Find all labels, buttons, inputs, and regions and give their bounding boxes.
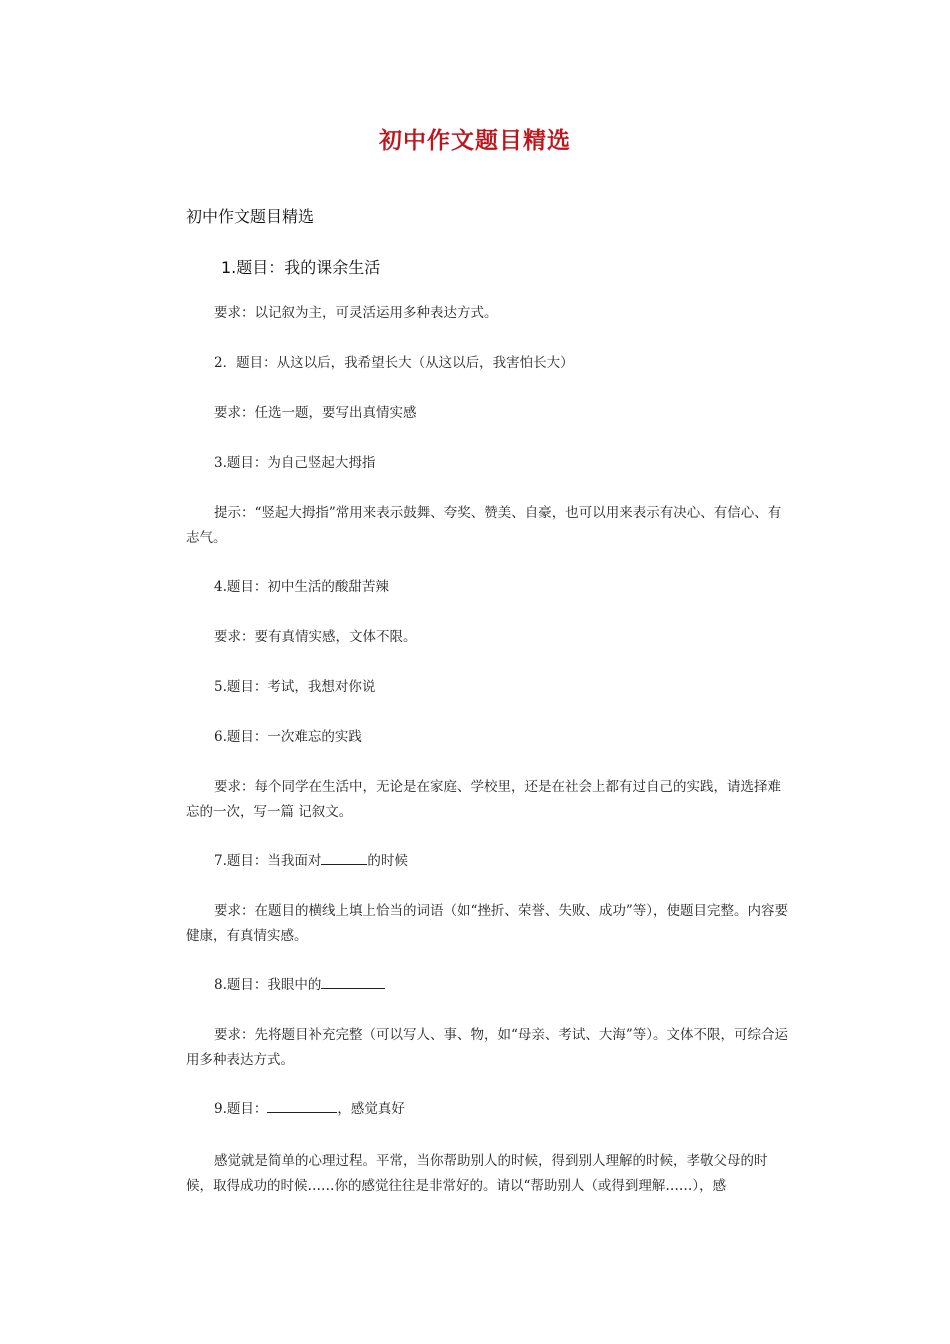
topic-6-requirement: 要求：每个同学在生活中，无论是在家庭、学校里，还是在社会上都有过自己的实践，请选择难忘的一次，写一篇 记叙文。 [186, 779, 781, 820]
topic-7-requirement: 要求：在题目的横线上填上恰当的词语（如“挫折、荣誉、失败、成功”等），使题目完整。内容要健康，有真情实感。 [186, 903, 789, 944]
topic-8-heading [186, 973, 790, 998]
topic-3-heading: 3.题目：为自己竖起大拇指 [214, 455, 376, 471]
topic-4-heading: 4.题目：初中生活的酸甜苦辣 [214, 579, 389, 595]
topic-9-suffix: ，感觉真好 [337, 1101, 405, 1117]
topic-8-requirement: 要求：先将题目补充完整（可以写人、事、物，如“母亲、考试、大海”等）。文体不限，可综合运用多种表达方式。 [186, 1027, 789, 1068]
topic-1-requirement: 要求：以记叙为主，可灵活运用多种表达方式。 [214, 305, 498, 321]
topic-5-heading: 5.题目：考试，我想对你说 [214, 679, 376, 695]
topic-3-tip: 提示：“竖起大拇指”常用来表示鼓舞、夸奖、赞美、自豪，也可以用来表示有决心、有信心、有志气。 [186, 505, 782, 546]
topic-7-heading [186, 849, 790, 874]
topic-6-heading: 6.题目：一次难忘的实践 [214, 729, 362, 745]
topic-8-prefix: 8.题目：我眼中的 [214, 977, 322, 993]
document-title: 初中作文题目精选 [379, 128, 571, 154]
topic-9-heading [186, 1097, 790, 1122]
topic-9-prefix: 9.题目： [214, 1101, 268, 1117]
topic-9-description: 感觉就是简单的心理过程。平常，当你帮助别人的时候，得到别人理解的时候，孝敬父母的时候，取得成功的时候……你的感觉往往是非常好的。请以“帮助别人（或得到理解……），感 [186, 1153, 768, 1194]
topic-2-heading: 2．题目：从这以后，我希望长大（从这以后，我害怕长大） [214, 355, 574, 371]
topic-1-heading: 1.题目：我的课余生活 [221, 258, 381, 277]
topic-8-blank [321, 976, 385, 989]
topic-4-requirement: 要求：要有真情实感，文体不限。 [214, 629, 417, 645]
topic-7-suffix: 的时候 [367, 853, 408, 869]
topic-7-prefix: 7.题目：当我面对 [214, 853, 322, 869]
topic-9-blank [267, 1100, 337, 1113]
topic-2-requirement: 要求：任选一题，要写出真情实感 [214, 405, 417, 421]
topic-7-blank [321, 852, 367, 865]
document-subtitle: 初中作文题目精选 [186, 207, 315, 226]
